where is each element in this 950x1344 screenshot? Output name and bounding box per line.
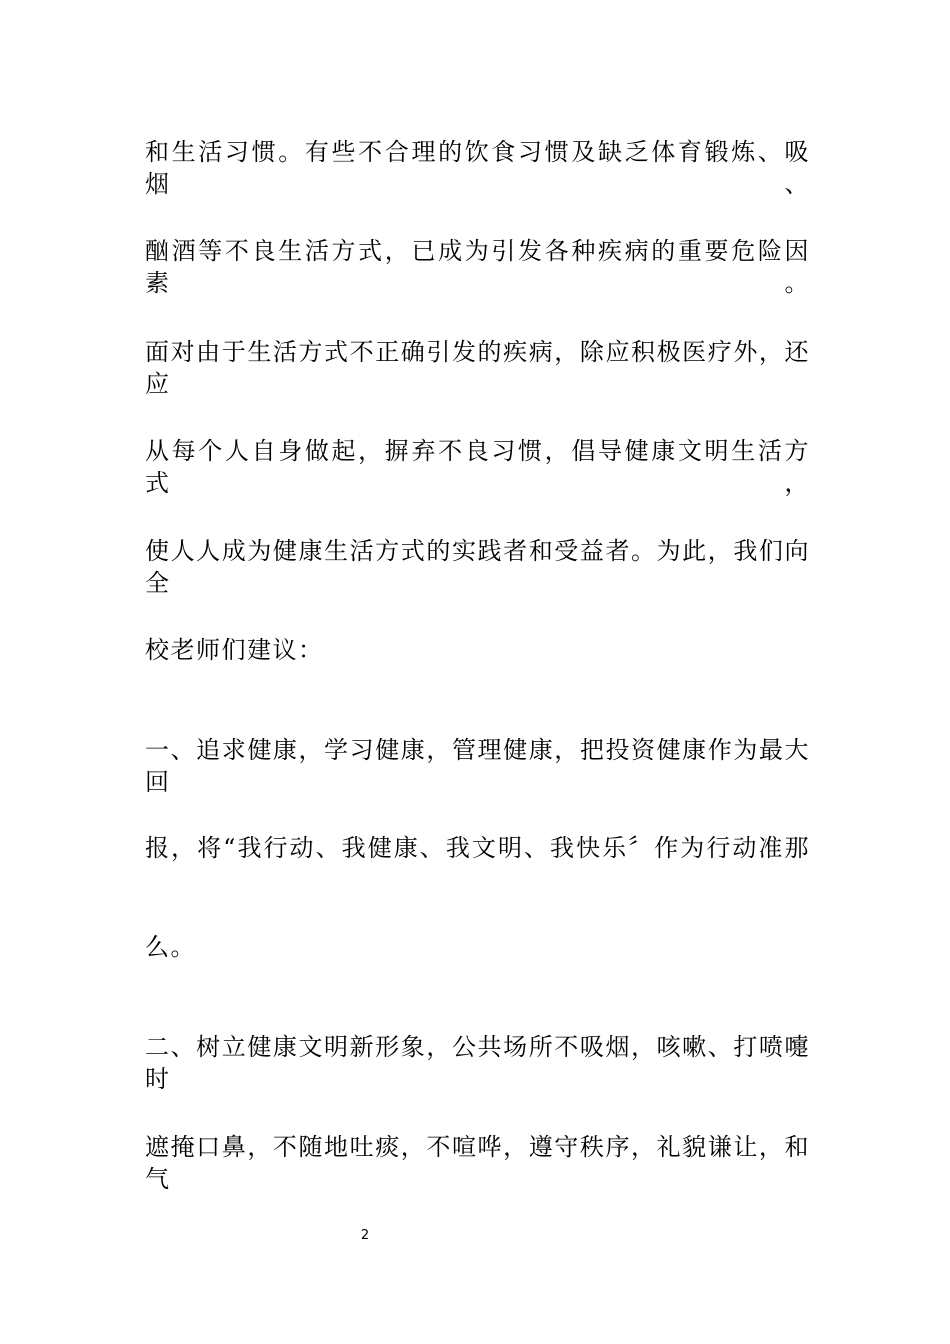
- page-number: 2: [360, 1228, 370, 1243]
- text-line-11: 遮掩口鼻，不随地吐痰，不喧哗，遵守秩序，礼貌谦让，和气: [145, 1133, 810, 1193]
- text-line-8: 报，将“我行动、我健康、我文明、我快乐〞作为行动准那: [145, 834, 810, 862]
- text-line-10: 二、树立健康文明新形象，公共场所不吸烟，咳嗽、打喷嚏时: [145, 1033, 810, 1093]
- text-line-3: 面对由于生活方式不正确引发的疾病，除应积极医疗外，还应: [145, 338, 810, 398]
- text-line-5: 使人人成为健康生活方式的实践者和受益者。为此，我们向全: [145, 537, 810, 597]
- text-line-9: 么。: [145, 933, 196, 961]
- text-line-2: 酗酒等不良生活方式，已成为引发各种疾病的重要危险因素。: [145, 237, 810, 297]
- text-line-6: 校老师们建议：: [145, 636, 324, 664]
- text-line-7: 一、追求健康，学习健康，管理健康，把投资健康作为最大回: [145, 736, 810, 796]
- text-line-4: 从每个人自身做起，摒弃不良习惯，倡导健康文明生活方式，: [145, 437, 810, 497]
- text-line-1: 和生活习惯。有些不合理的饮食习惯及缺乏体育锻炼、吸烟、: [145, 138, 810, 198]
